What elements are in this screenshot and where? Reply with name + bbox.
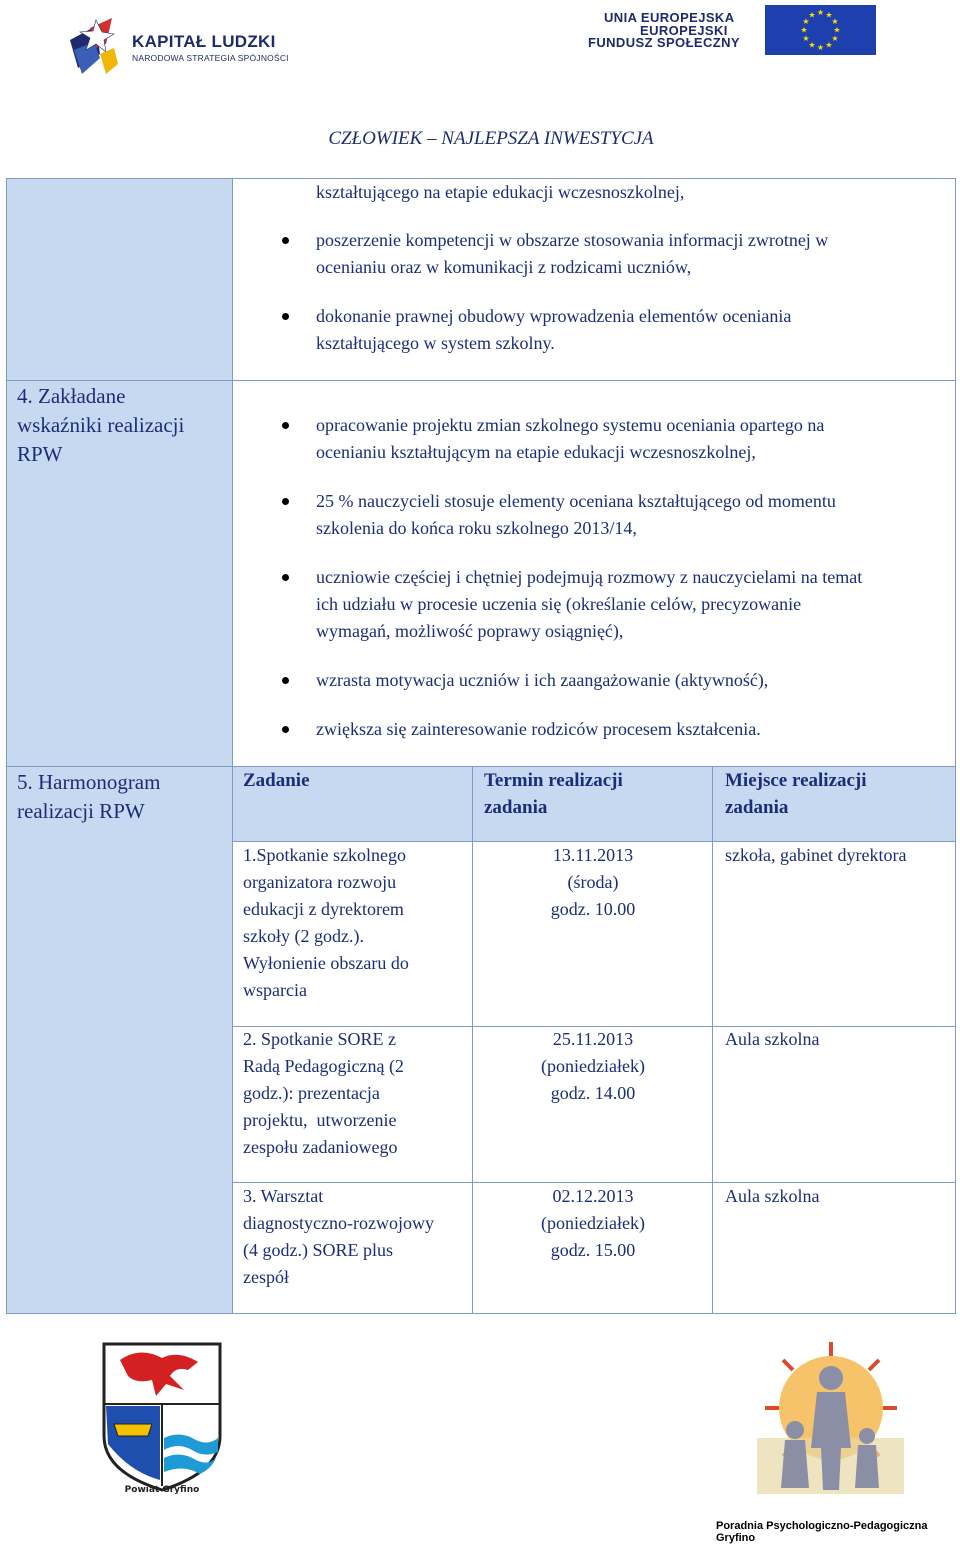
indicator-text: zwiększa się zainteresowanie rodziców procesem kształcenia. [316,719,761,739]
date-cell-text: 13.11.2013 [552,845,634,865]
indicator-text: szkolenia do końca roku szkolnego 2013/14, [316,518,637,538]
date-cell-text: (poniedziałek) [541,1213,645,1233]
svg-text:★: ★ [808,40,816,50]
svg-text:★: ★ [816,43,825,52]
objective-item-text: poszerzenie kompetencji w obszarze stosowania informacji zwrotnej w [316,230,829,250]
column-header-place: Miejsce realizacji [725,770,867,791]
section-4-label-line: 4. Zakładane [17,384,126,408]
task-cell-text: 2. Spotkanie SORE z [243,1029,396,1049]
task-cell-text: diagnostyczno-rozwojowy [243,1213,434,1233]
task-cell-text: zespołu zadaniowego [243,1137,398,1157]
place-cell-text: Aula szkolna [725,1029,820,1049]
task-cell-text: szkoły (2 godz.). [243,926,364,946]
svg-text:★: ★ [831,34,839,43]
task-cell-text: Wyłonienie obszaru do [243,953,409,973]
date-cell-text: godz. 14.00 [550,1083,636,1103]
place-cell-text: szkoła, gabinet dyrektora [725,845,907,865]
svg-text:★: ★ [825,10,833,20]
indicator-text: wymagań, możliwość poprawy osiągnięć), [316,621,624,641]
task-cell-text: Radą Pedagogiczną (2 [243,1056,404,1076]
bullet-icon [282,677,289,684]
objective-continuation: kształtującego na etapie edukacji wczesnoszkolnej, [316,182,685,202]
date-cell-text: godz. 15.00 [550,1240,636,1260]
section-5-label-line: realizacji RPW [17,799,145,823]
objective-item-text: dokonanie prawnej obudowy wprowadzenia elementów oceniania [316,306,792,326]
svg-text:★: ★ [816,8,825,17]
kapital-ludzki-title: KAPITAŁ LUDZKI [132,32,276,51]
family-illustration [753,1338,908,1498]
indicator-text: ich udziału w procesie uczenia się (określanie celów, precyzowanie [316,594,802,614]
svg-text:★: ★ [831,17,839,26]
date-cell-text: godz. 10.00 [550,899,636,919]
svg-text:★: ★ [802,34,810,43]
date-cell-text: 25.11.2013 [552,1029,634,1049]
bullet-icon [282,498,289,505]
objective-item-text: ocenianiu oraz w komunikacji z rodzicami uczniów, [316,257,692,277]
task-cell-text: zespół [243,1267,289,1287]
svg-text:★: ★ [808,10,816,20]
task-cell-text: edukacji z dyrektorem [243,899,404,919]
column-header-date: Termin realizacji [484,770,623,791]
svg-text:★: ★ [800,25,808,35]
date-cell-text: (poniedziałek) [541,1056,645,1076]
indicator-text: 25 % nauczycieli stosuje elementy oceniana kształtującego od momentu [316,491,836,511]
task-cell-text: organizatora rozwoju [243,872,397,892]
eu-flag-icon [765,5,876,55]
place-cell-text: Aula szkolna [725,1186,820,1206]
task-cell-text: godz.): prezentacja [243,1083,380,1103]
bullet-icon [282,313,289,320]
indicator-text: ocenianiu kształtującym na etapie edukacji wczesnoszkolnej, [316,442,756,462]
date-cell-text: 02.12.2013 [552,1186,634,1206]
column-header-place: zadania [725,797,789,818]
task-cell-text: wsparcia [243,980,307,1000]
footer-organization: Poradnia Psychologiczno-Pedagogiczna Gryfino [716,1520,928,1544]
bullet-icon [282,237,289,244]
bullet-icon [282,422,289,429]
indicator-text: opracowanie projektu zmian szkolnego systemu oceniania opartego na [316,415,825,435]
indicator-text: uczniowie częściej i chętniej podejmują rozmowy z nauczycielami na temat [316,567,863,587]
task-cell-text: (4 godz.) SORE plus [243,1240,393,1260]
task-cell-text: 3. Warsztat [243,1186,324,1206]
section-5-label-line: 5. Harmonogram [17,770,161,794]
row-divider [6,380,956,381]
task-cell-text: 1.Spotkanie szkolnego [243,845,406,865]
bullet-icon [282,726,289,733]
objective-item-text: kształtującego w system szkolny. [316,333,555,353]
indicator-text: wzrasta motywacja uczniów i ich zaangażowanie (aktywność), [316,670,769,690]
date-cell-text: (środa) [567,872,619,892]
column-header-task: Zadanie [243,770,310,791]
powiat-gryfino-crest [100,1340,224,1494]
column-header-date: zadania [484,797,548,818]
bullet-icon [282,574,289,581]
section-4-label-line: RPW [17,442,63,466]
eu-logo-line-2: EUROPEJSKI [640,23,728,38]
task-cell-text: projektu, utworzenie [243,1110,397,1130]
eu-logo-line-1: UNIA EUROPEJSKA [604,10,735,25]
col-divider [232,178,233,1314]
section-4-label-line: wskaźniki realizacji [17,413,185,437]
svg-text:★: ★ [833,25,841,35]
svg-text:★: ★ [825,40,833,50]
eu-logo-line-3: FUNDUSZ SPOŁECZNY [588,35,740,50]
svg-text:Powiat Gryfino: Powiat Gryfino [124,1485,200,1494]
motto: CZŁOWIEK – NAJLEPSZA INWESTYCJA [328,128,654,149]
kapital-ludzki-subtitle: NARODOWA STRATEGIA SPÓJNOŚCI [132,53,289,63]
svg-text:★: ★ [802,17,810,26]
